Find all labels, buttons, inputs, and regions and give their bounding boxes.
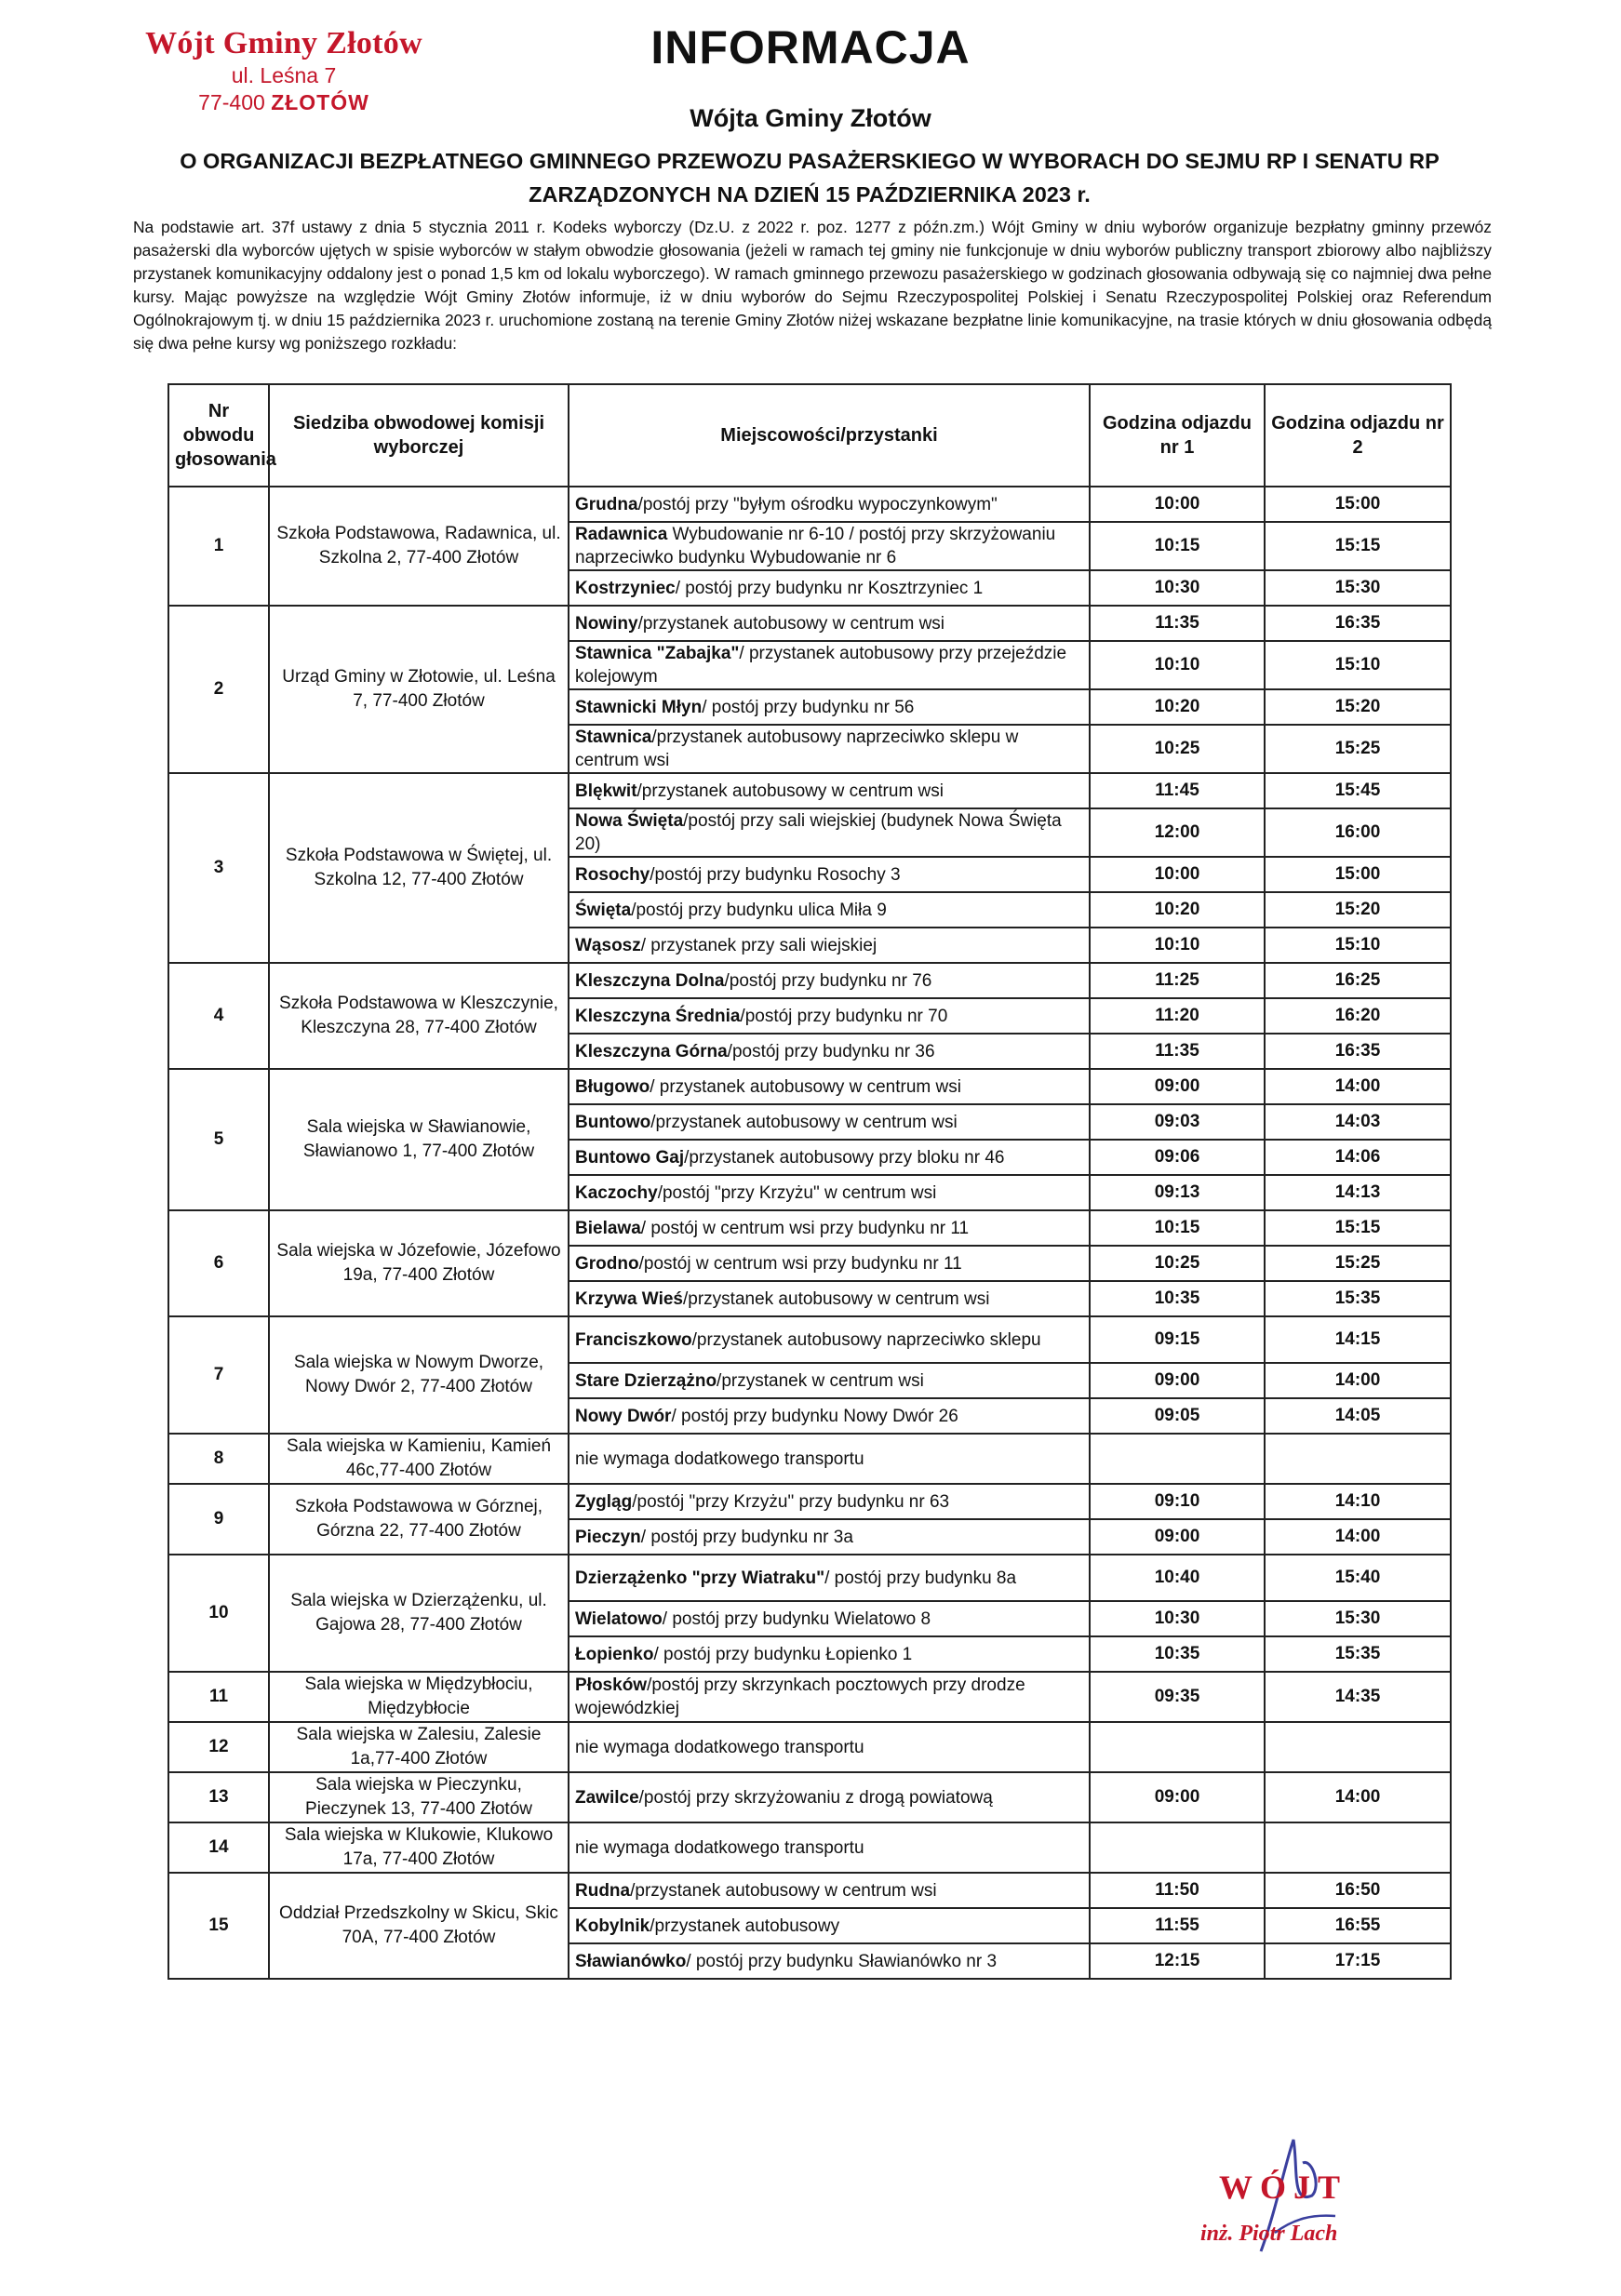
table-row (168, 487, 1451, 522)
stop-cell (569, 1555, 1090, 1601)
departure-time-1: 11:35 (1090, 606, 1265, 641)
stop-place: Kleszczyna Średnia (575, 1006, 741, 1026)
stop-cell (569, 998, 1090, 1034)
departure-time-1: 10:40 (1090, 1555, 1265, 1601)
departure-time-2: 15:20 (1265, 689, 1451, 725)
departure-time-1: 11:20 (1090, 998, 1265, 1034)
district-number: 11 (168, 1672, 269, 1722)
departure-time-1: 10:10 (1090, 641, 1265, 689)
stop-cell (569, 1281, 1090, 1316)
departure-time-1 (1090, 1822, 1265, 1873)
departure-time-1: 10:00 (1090, 487, 1265, 522)
stop-description: / przystanek przy sali wiejskiej (640, 935, 877, 955)
stop-description: /postój przy budynku nr 76 (724, 970, 932, 991)
departure-time-2: 14:00 (1265, 1519, 1451, 1555)
stop-place: Bielawa (575, 1218, 641, 1238)
departure-time-1: 10:30 (1090, 1601, 1265, 1636)
stop-description: /postój przy sali wiejskiej (budynek Nowa Święta 20) (575, 811, 1062, 854)
committee-seat: Szkoła Podstawowa w Świętej, ul. Szkolna 12, 77-400 Złotów (269, 773, 569, 963)
departure-time-2 (1265, 1434, 1451, 1484)
stop-cell (569, 641, 1090, 689)
stop-cell (569, 773, 1090, 808)
signature-block (1172, 2130, 1414, 2270)
stamp-city: ZŁOTÓW (271, 90, 369, 114)
departure-time-2 (1265, 1722, 1451, 1772)
stop-place: Stare Dzierzążno (575, 1370, 717, 1391)
stop-cell (569, 1772, 1090, 1822)
departure-time-2: 14:03 (1265, 1104, 1451, 1140)
stop-description: /postój przy budynku ulica Miła 9 (631, 900, 887, 920)
committee-seat: Szkoła Podstawowa w Górznej, Górzna 22, 77-400 Złotów (269, 1484, 569, 1555)
stop-cell (569, 1034, 1090, 1069)
schedule-table (167, 383, 1452, 1980)
stop-description: /postój w centrum wsi przy budynku nr 11 (638, 1253, 962, 1274)
header-committee-seat: Siedziba obwodowej komisji wyborczej (269, 384, 569, 487)
stop-description: nie wymaga dodatkowego transportu (575, 1737, 864, 1757)
stop-place: Płosków (575, 1675, 648, 1695)
committee-seat: Sala wiejska w Sławianowie, Sławianowo 1, 77-400 Złotów (269, 1069, 569, 1210)
stop-cell (569, 1636, 1090, 1672)
stop-place: Wielatowo (575, 1609, 663, 1629)
stop-place: Sławianówko (575, 1951, 687, 1971)
departure-time-2: 14:00 (1265, 1069, 1451, 1104)
district-number: 9 (168, 1484, 269, 1555)
district-number: 13 (168, 1772, 269, 1822)
stop-place: Stawnicki Młyn (575, 697, 703, 717)
district-number: 8 (168, 1434, 269, 1484)
committee-seat: Sala wiejska w Dzierzążenku, ul. Gajowa 28, 77-400 Złotów (269, 1555, 569, 1672)
stop-description: /postój "przy Krzyżu" przy budynku nr 63 (632, 1491, 950, 1512)
departure-time-1: 10:25 (1090, 1246, 1265, 1281)
stop-description: /przystanek autobusowy w centrum wsi (650, 1112, 958, 1132)
stop-cell (569, 522, 1090, 570)
table-row (168, 1210, 1451, 1246)
stop-description: /postój przy skrzynkach pocztowych przy drodze wojewódzkiej (575, 1675, 1025, 1718)
document-title: INFORMACJA (650, 21, 971, 73)
departure-time-1: 09:35 (1090, 1672, 1265, 1722)
stop-place: Wąsosz (575, 935, 641, 955)
departure-time-1: 10:00 (1090, 857, 1265, 892)
stop-description: / postój przy budynku Łopienko 1 (653, 1644, 913, 1664)
stop-cell (569, 963, 1090, 998)
departure-time-1: 09:03 (1090, 1104, 1265, 1140)
stop-cell (569, 857, 1090, 892)
departure-time-1: 09:15 (1090, 1316, 1265, 1363)
departure-time-2: 14:05 (1265, 1398, 1451, 1434)
stop-description: / postój przy budynku nr 3a (640, 1527, 853, 1547)
departure-time-1: 10:25 (1090, 725, 1265, 773)
departure-time-2: 14:00 (1265, 1363, 1451, 1398)
stop-place: Kostrzyniec (575, 578, 676, 598)
departure-time-2: 14:06 (1265, 1140, 1451, 1175)
departure-time-1: 10:35 (1090, 1636, 1265, 1672)
stop-cell (569, 1943, 1090, 1979)
stop-place: Zygląg (575, 1491, 633, 1512)
departure-time-2: 14:35 (1265, 1672, 1451, 1722)
stop-place: Krzywa Wieś (575, 1288, 683, 1309)
district-number: 3 (168, 773, 269, 963)
district-number: 2 (168, 606, 269, 773)
departure-time-1: 11:35 (1090, 1034, 1265, 1069)
departure-time-2: 15:15 (1265, 522, 1451, 570)
committee-seat: Sala wiejska w Józefowie, Józefowo 19a, 77-400 Złotów (269, 1210, 569, 1316)
table-row (168, 1873, 1451, 1908)
departure-time-1: 09:06 (1090, 1140, 1265, 1175)
district-number: 10 (168, 1555, 269, 1672)
committee-seat: Szkoła Podstawowa w Kleszczynie, Kleszczyna 28, 77-400 Złotów (269, 963, 569, 1069)
signature-title: WÓJT (1219, 2169, 1348, 2206)
stop-place: Kleszczyna Dolna (575, 970, 725, 991)
departure-time-1 (1090, 1722, 1265, 1772)
schedule-body (168, 487, 1451, 1979)
stop-cell (569, 1175, 1090, 1210)
departure-time-2: 16:50 (1265, 1873, 1451, 1908)
stop-place: Stawnica (575, 728, 652, 747)
departure-time-2: 15:25 (1265, 1246, 1451, 1281)
stop-place: Kleszczyna Górna (575, 1041, 728, 1061)
stop-place: Łopienko (575, 1644, 654, 1664)
table-row (168, 963, 1451, 998)
table-row (168, 1434, 1451, 1484)
signature-name: inż. Piotr Lach (1200, 2222, 1338, 2246)
stop-cell (569, 1908, 1090, 1943)
departure-time-2: 16:25 (1265, 963, 1451, 998)
stop-description: / przystanek autobusowy w centrum wsi (650, 1076, 961, 1097)
stop-description: /przystanek autobusowy (650, 1916, 840, 1936)
departure-time-2: 16:35 (1265, 606, 1451, 641)
stop-cell (569, 1398, 1090, 1434)
stop-cell (569, 1434, 1090, 1484)
departure-time-2: 16:55 (1265, 1908, 1451, 1943)
departure-time-2: 16:35 (1265, 1034, 1451, 1069)
stop-cell (569, 1722, 1090, 1772)
stop-cell (569, 928, 1090, 963)
stop-place: Kaczochy (575, 1182, 658, 1203)
district-number: 14 (168, 1822, 269, 1873)
departure-time-1: 10:10 (1090, 928, 1265, 963)
departure-time-1: 11:25 (1090, 963, 1265, 998)
header-district-number: Nr obwodu głosowania (168, 384, 269, 487)
stop-description: /postój przy skrzyżowaniu z drogą powiatową (638, 1787, 993, 1808)
stop-description: / postój w centrum wsi przy budynku nr 11 (640, 1218, 970, 1238)
stop-cell (569, 1246, 1090, 1281)
departure-time-2: 17:15 (1265, 1943, 1451, 1979)
stop-description: / postój przy budynku nr 56 (702, 697, 915, 717)
departure-time-2: 14:10 (1265, 1484, 1451, 1519)
stop-cell (569, 1822, 1090, 1873)
table-header-row (168, 384, 1451, 487)
district-number: 15 (168, 1873, 269, 1979)
district-number: 4 (168, 963, 269, 1069)
stop-cell (569, 1484, 1090, 1519)
header-stops: Miejscowości/przystanki (569, 384, 1090, 487)
departure-time-1: 09:05 (1090, 1398, 1265, 1434)
departure-time-2: 14:00 (1265, 1772, 1451, 1822)
departure-time-2: 15:45 (1265, 773, 1451, 808)
committee-seat: Sala wiejska w Międzybłociu, Międzybłocie (269, 1672, 569, 1722)
district-number: 7 (168, 1316, 269, 1434)
stamp-postcode: 77-400 (198, 90, 265, 114)
stop-cell (569, 1316, 1090, 1363)
stop-place: Nowa Święta (575, 811, 684, 831)
departure-time-1: 10:30 (1090, 570, 1265, 606)
stop-cell (569, 1104, 1090, 1140)
departure-time-1: 10:20 (1090, 892, 1265, 928)
stop-cell (569, 1363, 1090, 1398)
departure-time-1: 12:15 (1090, 1943, 1265, 1979)
departure-time-1: 10:20 (1090, 689, 1265, 725)
departure-time-2: 15:30 (1265, 1601, 1451, 1636)
district-number: 6 (168, 1210, 269, 1316)
departure-time-2 (1265, 1822, 1451, 1873)
stop-cell (569, 689, 1090, 725)
stop-cell (569, 1519, 1090, 1555)
stop-cell (569, 570, 1090, 606)
stop-description: / postój przy budynku Wielatowo 8 (662, 1609, 931, 1629)
stop-description: /postój przy budynku nr 36 (727, 1041, 935, 1061)
stop-place: Kobylnik (575, 1916, 650, 1936)
stop-cell (569, 1672, 1090, 1722)
stop-cell (569, 1601, 1090, 1636)
stop-description: /przystanek autobusowy w centrum wsi (630, 1880, 937, 1901)
departure-time-1: 10:35 (1090, 1281, 1265, 1316)
stop-cell (569, 487, 1090, 522)
committee-seat: Sala wiejska w Nowym Dworze, Nowy Dwór 2, 77-400 Złotów (269, 1316, 569, 1434)
stop-cell (569, 606, 1090, 641)
header-departure-1: Godzina odjazdu nr 1 (1090, 384, 1265, 487)
district-number: 1 (168, 487, 269, 606)
table-row (168, 1484, 1451, 1519)
departure-time-2: 15:25 (1265, 725, 1451, 773)
stop-place: Stawnica "Zabajka" (575, 644, 740, 663)
stop-description: /przystanek autobusowy naprzeciwko sklepu (691, 1329, 1041, 1350)
table-row (168, 1722, 1451, 1772)
stop-place: Franciszkowo (575, 1329, 692, 1350)
stop-place: Zawilce (575, 1787, 639, 1808)
departure-time-2: 15:00 (1265, 487, 1451, 522)
table-row (168, 1316, 1451, 1363)
table-row (168, 1772, 1451, 1822)
stop-description: Wybudowanie nr 6-10 / postój przy skrzyżowaniu naprzeciwko budynku Wybudowanie nr 6 (575, 525, 1056, 567)
departure-time-2: 15:00 (1265, 857, 1451, 892)
district-number: 12 (168, 1722, 269, 1772)
stop-place: Buntowo Gaj (575, 1147, 685, 1168)
departure-time-2: 15:20 (1265, 892, 1451, 928)
document-subject: O ORGANIZACJI BEZPŁATNEGO GMINNEGO PRZEWOZU PASAŻERSKIEGO W WYBORACH DO SEJMU RP I SENATU RP ZARZĄDZONYCH NA DZIEŃ 15 PAŹDZIERNIKA 2023 r. (180, 149, 1440, 207)
stop-description: / przystanek autobusowy przy przejeździe kolejowym (575, 644, 1067, 687)
departure-time-1: 09:00 (1090, 1519, 1265, 1555)
table-row (168, 1555, 1451, 1601)
stop-description: / postój przy budynku 8a (824, 1568, 1017, 1588)
stop-place: Radawnica (575, 525, 668, 544)
table-row (168, 773, 1451, 808)
stop-description: /postój "przy Krzyżu" w centrum wsi (657, 1182, 937, 1203)
stop-description: /postój przy budynku Rosochy 3 (650, 864, 901, 885)
stop-place: Bługowo (575, 1076, 650, 1097)
departure-time-1: 09:00 (1090, 1363, 1265, 1398)
departure-time-2: 15:10 (1265, 641, 1451, 689)
departure-time-1: 11:45 (1090, 773, 1265, 808)
departure-time-1: 10:15 (1090, 1210, 1265, 1246)
stop-cell (569, 1873, 1090, 1908)
intro-paragraph: Na podstawie art. 37f ustawy z dnia 5 stycznia 2011 r. Kodeks wyborczy (Dz.U. z 2022 r. poz. 1277 z późn.zm.) Wójt Gminy w dniu wyborów organizuje bezpłatny gminny przewóz pasażerski dla wyborców ujętych w spisie wyborców w stałym obwodzie głosowania (jeżeli w ramach tej gminy nie funkcjonuje w dniu wyborów publiczny transport zbiorowy albo najbliższy przystanek komunikacyjny oddalony jest o ponad 1,5 km od lokalu wyborczego). W ramach gminnego przewozu pasażerskiego w godzinach głosowania odbywają się co najmniej dwa pełne kursy. Mając powyższe na względzie Wójt Gminy Złotów informuje, iż w dniu wyborów do Sejmu Rzeczypospolitej Polskiej i Senatu Rzeczypospolitej Polskiej oraz Referendum Ogólnokrajowym tj. w dniu 15 października 2023 r. uruchomione zostaną na terenie Gminy Złotów niżej wskazane bezpłatne linie komunikacyjne, na trasie których w dniu głosowania odbędą się dwa pełne kursy wg poniższego rozkładu: (133, 218, 1492, 353)
district-number: 5 (168, 1069, 269, 1210)
header-departure-2: Godzina odjazdu nr 2 (1265, 384, 1451, 487)
departure-time-1: 11:55 (1090, 1908, 1265, 1943)
stop-description: nie wymaga dodatkowego transportu (575, 1837, 864, 1858)
stop-cell (569, 1069, 1090, 1104)
stop-place: Nowy Dwór (575, 1406, 672, 1426)
departure-time-2: 15:10 (1265, 928, 1451, 963)
stop-description: nie wymaga dodatkowego transportu (575, 1448, 864, 1469)
stop-cell (569, 725, 1090, 773)
stop-place: Rosochy (575, 864, 650, 885)
stamp-address: ul. Leśna 7 (231, 63, 337, 87)
table-row (168, 1069, 1451, 1104)
stop-description: /postój przy budynku nr 70 (740, 1006, 948, 1026)
departure-time-1: 09:13 (1090, 1175, 1265, 1210)
stop-cell (569, 808, 1090, 857)
stop-description: /przystanek autobusowy w centrum wsi (683, 1288, 990, 1309)
stop-place: Rudna (575, 1880, 631, 1901)
stop-description: /przystanek autobusowy w centrum wsi (637, 613, 945, 634)
stop-place: Blękwit (575, 781, 637, 801)
departure-time-2: 15:15 (1265, 1210, 1451, 1246)
stop-place: Święta (575, 900, 632, 920)
departure-time-1: 09:00 (1090, 1069, 1265, 1104)
stop-description: /przystanek w centrum wsi (717, 1370, 924, 1391)
departure-time-1: 11:50 (1090, 1873, 1265, 1908)
table-row (168, 1822, 1451, 1873)
stop-description: / postój przy budynku nr Kosztrzyniec 1 (675, 578, 984, 598)
departure-time-2: 16:00 (1265, 808, 1451, 857)
stop-place: Pieczyn (575, 1527, 641, 1547)
stop-place: Buntowo (575, 1112, 651, 1132)
departure-time-2: 15:30 (1265, 570, 1451, 606)
table-row (168, 606, 1451, 641)
document-subtitle: Wójta Gminy Złotów (690, 104, 931, 132)
departure-time-2: 15:35 (1265, 1281, 1451, 1316)
departure-time-1 (1090, 1434, 1265, 1484)
departure-time-1: 12:00 (1090, 808, 1265, 857)
departure-time-2: 16:20 (1265, 998, 1451, 1034)
departure-time-1: 10:15 (1090, 522, 1265, 570)
departure-time-2: 14:13 (1265, 1175, 1451, 1210)
stop-cell (569, 892, 1090, 928)
departure-time-1: 09:10 (1090, 1484, 1265, 1519)
committee-seat: Szkoła Podstawowa, Radawnica, ul. Szkolna 2, 77-400 Złotów (269, 487, 569, 606)
committee-seat: Urząd Gminy w Złotowie, ul. Leśna 7, 77-400 Złotów (269, 606, 569, 773)
stop-description: /postój przy "byłym ośrodku wypoczynkowym" (637, 494, 998, 514)
stop-description: /przystanek autobusowy w centrum wsi (636, 781, 944, 801)
stop-place: Dzierzążenko "przy Wiatraku" (575, 1568, 825, 1588)
table-row (168, 1672, 1451, 1722)
stop-place: Grodno (575, 1253, 639, 1274)
committee-seat: Sala wiejska w Klukowie, Klukowo 17a, 77-400 Złotów (269, 1822, 569, 1873)
departure-time-2: 15:35 (1265, 1636, 1451, 1672)
stop-description: / postój przy budynku Sławianówko nr 3 (686, 1951, 998, 1971)
stamp-office-name: Wójt Gminy Złotów (145, 26, 422, 60)
stop-cell (569, 1140, 1090, 1175)
stop-description: /przystanek autobusowy naprzeciwko sklepu w centrum wsi (575, 728, 1019, 770)
departure-time-2: 14:15 (1265, 1316, 1451, 1363)
stop-description: /przystanek autobusowy przy bloku nr 46 (684, 1147, 1005, 1168)
departure-time-2: 15:40 (1265, 1555, 1451, 1601)
stop-place: Grudna (575, 494, 638, 514)
committee-seat: Sala wiejska w Kamieniu, Kamień 46c,77-400 Złotów (269, 1434, 569, 1484)
departure-time-1: 09:00 (1090, 1772, 1265, 1822)
stop-place: Nowiny (575, 613, 638, 634)
stop-cell (569, 1210, 1090, 1246)
committee-seat: Oddział Przedszkolny w Skicu, Skic 70A, 77-400 Złotów (269, 1873, 569, 1979)
stop-description: / postój przy budynku Nowy Dwór 26 (671, 1406, 958, 1426)
committee-seat: Sala wiejska w Pieczynku, Pieczynek 13, 77-400 Złotów (269, 1772, 569, 1822)
committee-seat: Sala wiejska w Zalesiu, Zalesie 1a,77-400 Złotów (269, 1722, 569, 1772)
